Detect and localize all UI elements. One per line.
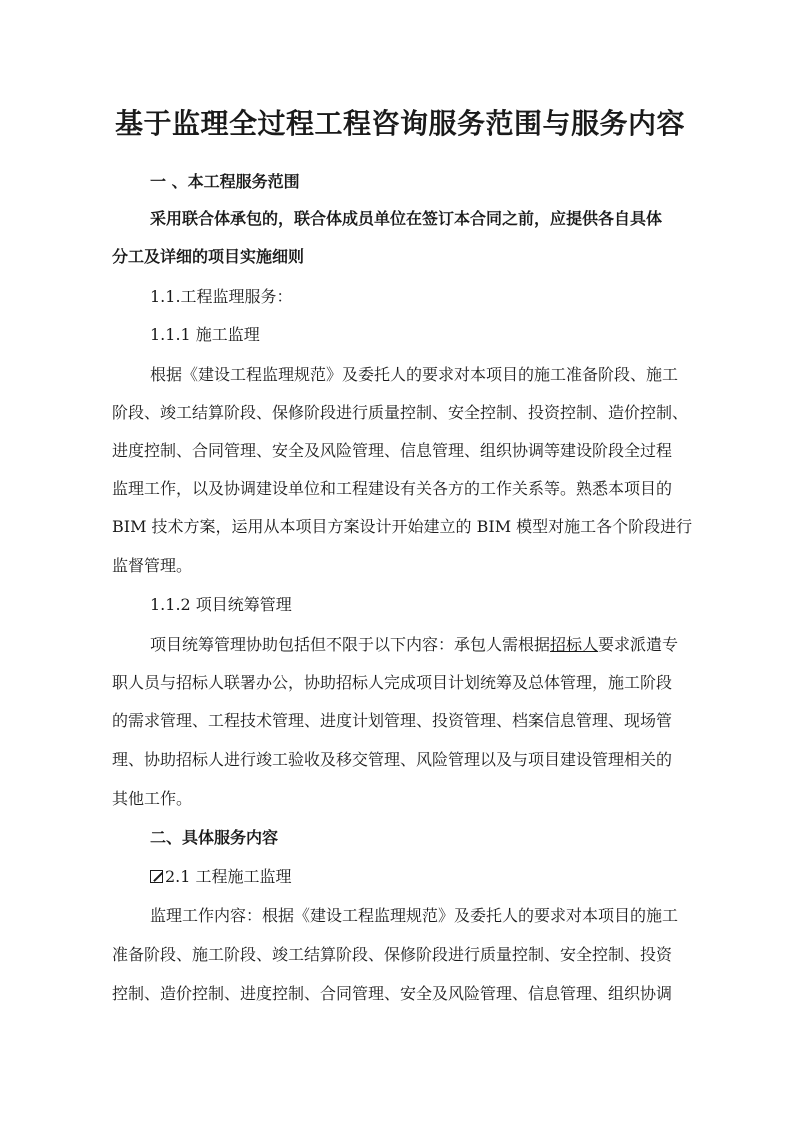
paragraph1-line-4: 监理工作，以及协调建设单位和工程建设有关各方的工作关系等。熟悉本项目的 — [112, 479, 673, 498]
section2-heading: 二、具体服务内容 — [150, 828, 279, 847]
section1-heading: 一 、本工程服务范围 — [150, 172, 300, 191]
paragraph2-line-2: 职人员与招标人联署办公，协助招标人完成项目计划统筹及总体管理，施工阶段 — [112, 673, 673, 692]
paragraph3-line-3: 控制、造价控制、进度控制、合同管理、安全及风险管理、信息管理、组织协调 — [112, 984, 673, 1003]
paragraph1-line-1: 根据《建设工程监理规范》及委托人的要求对本项目的施工准备阶段、施工 — [150, 365, 679, 384]
paragraph2-line-5: 其他工作。 — [112, 789, 193, 808]
tenderer-link[interactable]: 招标人 — [550, 635, 599, 654]
subsection-2-1 — [150, 867, 730, 887]
paragraph2-line-1-start: 项目统筹管理协助包括但不限于以下内容：承包人需根据 — [150, 635, 551, 654]
subsection-1-1-1: 1.1.1 施工监理 — [150, 325, 260, 344]
paragraph3-line-2: 准备阶段、施工阶段、竣工结算阶段、保修阶段进行质量控制、安全控制、投资 — [112, 945, 673, 964]
paragraph1-line-5: BIM 技术方案，运用从本项目方案设计开始建立的 BIM 模型对施工各个阶段进行 — [112, 517, 693, 536]
document-title: 基于监理全过程工程咨询服务范围与服务内容 — [114, 107, 685, 140]
paragraph2-line-3: 的需求管理、工程技术管理、进度计划管理、投资管理、档案信息管理、现场管 — [112, 711, 673, 730]
subsection-1-1: 1.1.工程监理服务： — [150, 287, 293, 306]
paragraph2-line-4: 理、协助招标人进行竣工验收及移交管理、风险管理以及与项目建设管理相关的 — [112, 750, 673, 769]
intro-line-1: 采用联合体承包的，联合体成员单位在签订本合同之前，应提供各自具体 — [150, 209, 663, 228]
paragraph2-line-1 — [150, 635, 730, 655]
subsection-1-1-2: 1.1.2 项目统筹管理 — [150, 595, 292, 614]
checkbox-icon — [150, 870, 163, 883]
paragraph1-line-3: 进度控制、合同管理、安全及风险管理、信息管理、组织协调等建设阶段全过程 — [112, 441, 673, 460]
paragraph1-line-2: 阶段、竣工结算阶段、保修阶段进行质量控制、安全控制、投资控制、造价控制、 — [112, 403, 689, 422]
paragraph1-line-6: 监督管理。 — [112, 556, 193, 575]
subsection-2-1-label: 2.1 工程施工监理 — [165, 867, 292, 886]
paragraph2-line-1-end: 要求派遣专 — [598, 635, 679, 654]
paragraph3-line-1: 监理工作内容：根据《建设工程监理规范》及委托人的要求对本项目的施工 — [150, 906, 679, 925]
intro-line-2: 分工及详细的项目实施细则 — [112, 247, 305, 266]
